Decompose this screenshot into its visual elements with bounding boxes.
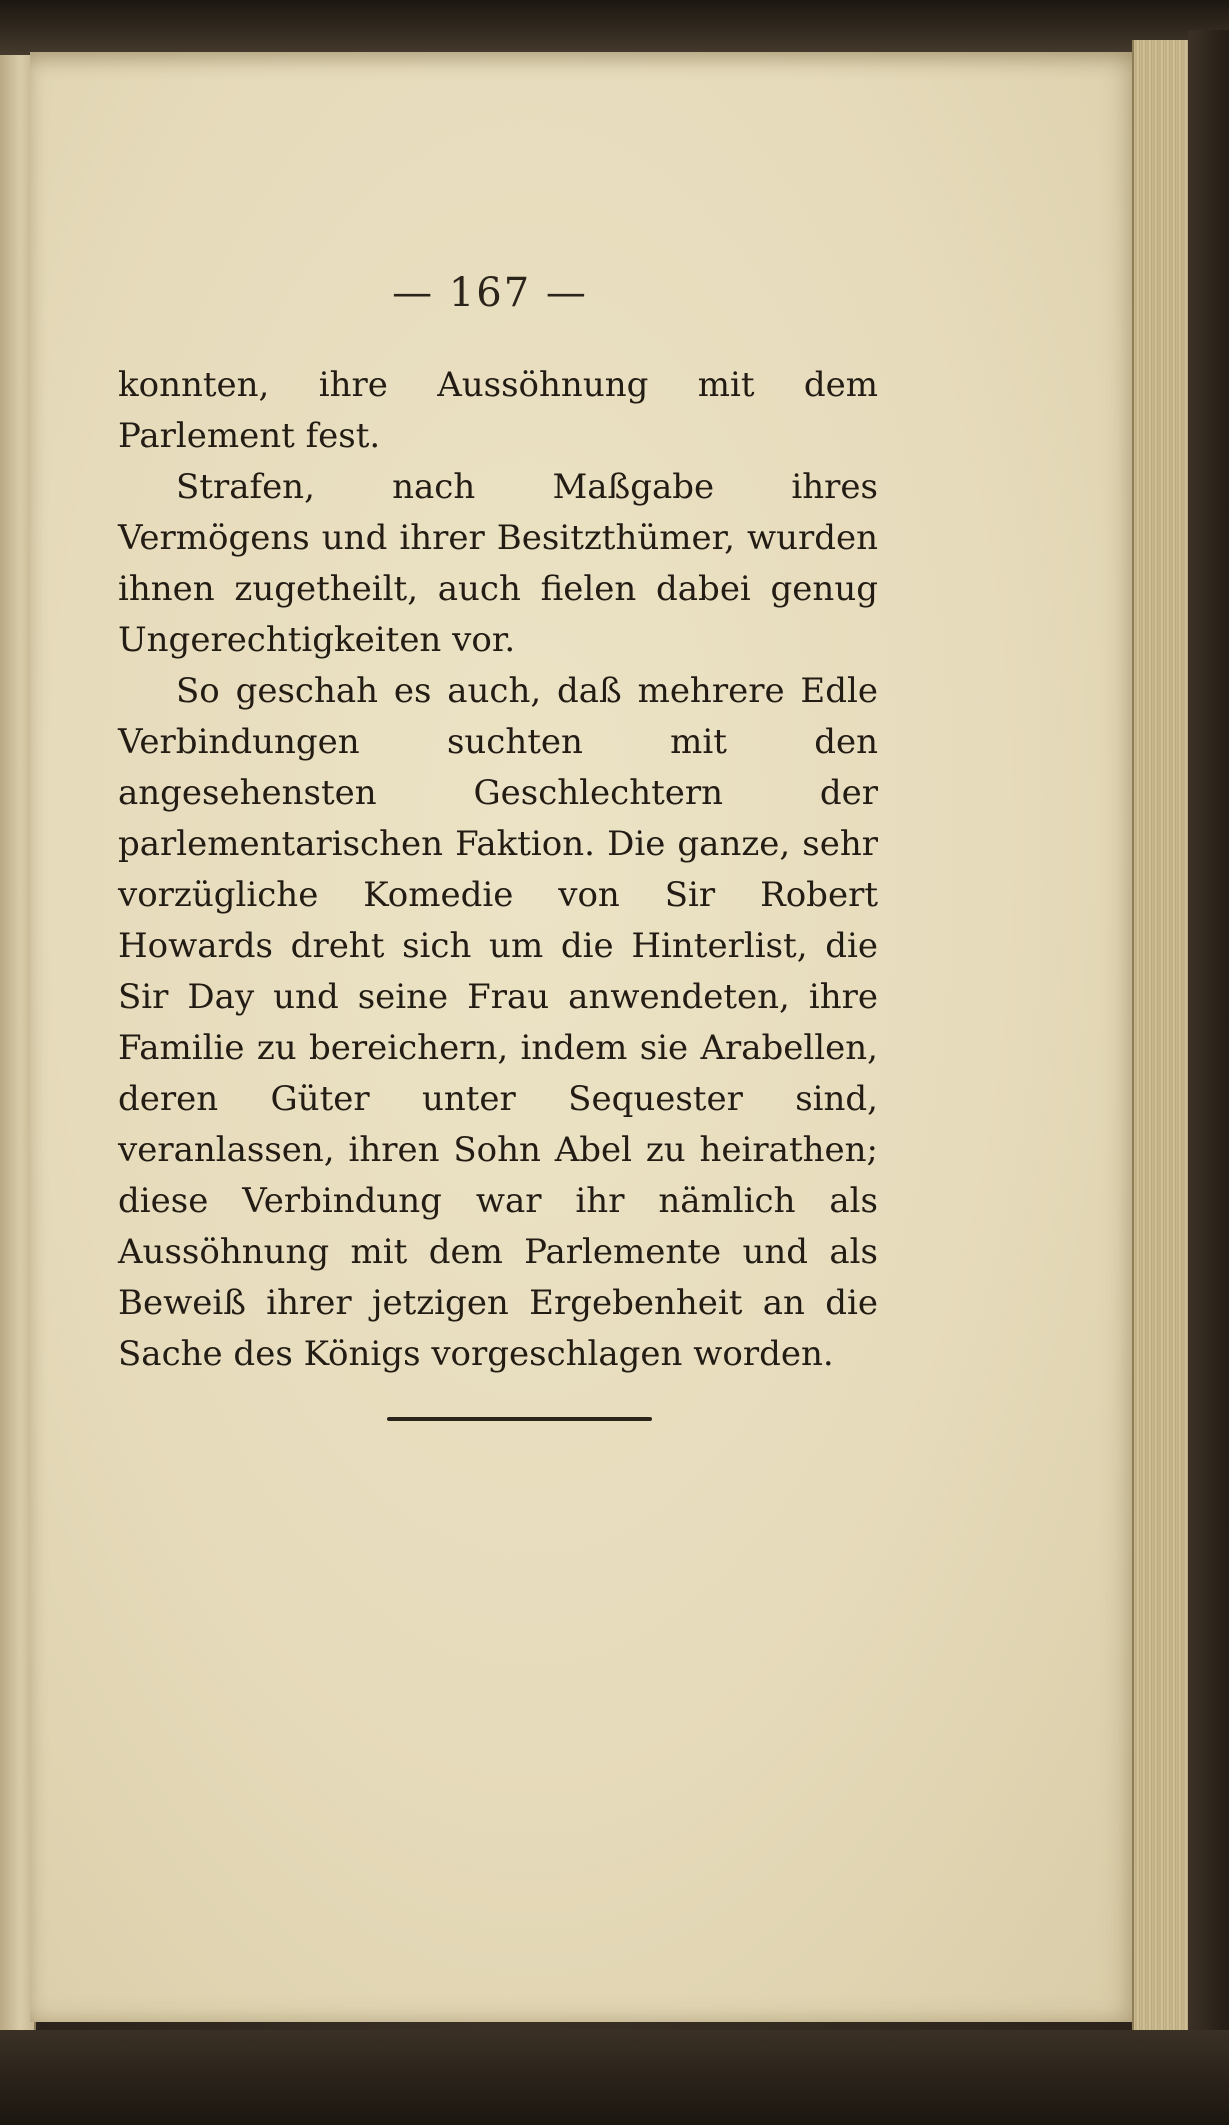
paragraph-verbindungen: So geschah es auch, daß mehrere Edle Verbindungen suchten mit den angesehensten Geschlechtern der parlementarischen Faktion. Die ganze, sehr vorzügliche Komedie von Sir Robert Howards dreht sich um die Hinterlist, die Sir Day und seine Frau anwendeten, ihre Familie zu bereichern, indem sie Arabellen, deren Güter unter Sequester sind, veranlassen, ihren Sohn Abel zu heirathen; diese Verbindung war ihr nämlich als Aussöhnung mit dem Parlemente und als Beweiß ihrer jetzigen Ergebenheit an die Sache des Königs vorgeschlagen worden. xyxy=(118,671,878,1374)
paragraph-strafen: Strafen, nach Maßgabe ihres Vermögens und ihrer Besitzthümer, wurden ihnen zugetheilt, auch fielen dabei genug Ungerechtigkeiten vor. xyxy=(118,467,878,660)
body-text xyxy=(118,360,878,1380)
book-cover-right xyxy=(1188,30,1229,2050)
section-end-rule xyxy=(387,1417,652,1421)
page-number-header: — 167 — xyxy=(392,270,588,316)
book-cover-top xyxy=(0,0,1229,60)
book-cover-bottom xyxy=(0,2030,1229,2125)
paragraph-continuation: konnten, ihre Aussöhnung mit dem Parlement fest. xyxy=(118,365,878,456)
page-stack-edge xyxy=(1132,40,1192,2030)
